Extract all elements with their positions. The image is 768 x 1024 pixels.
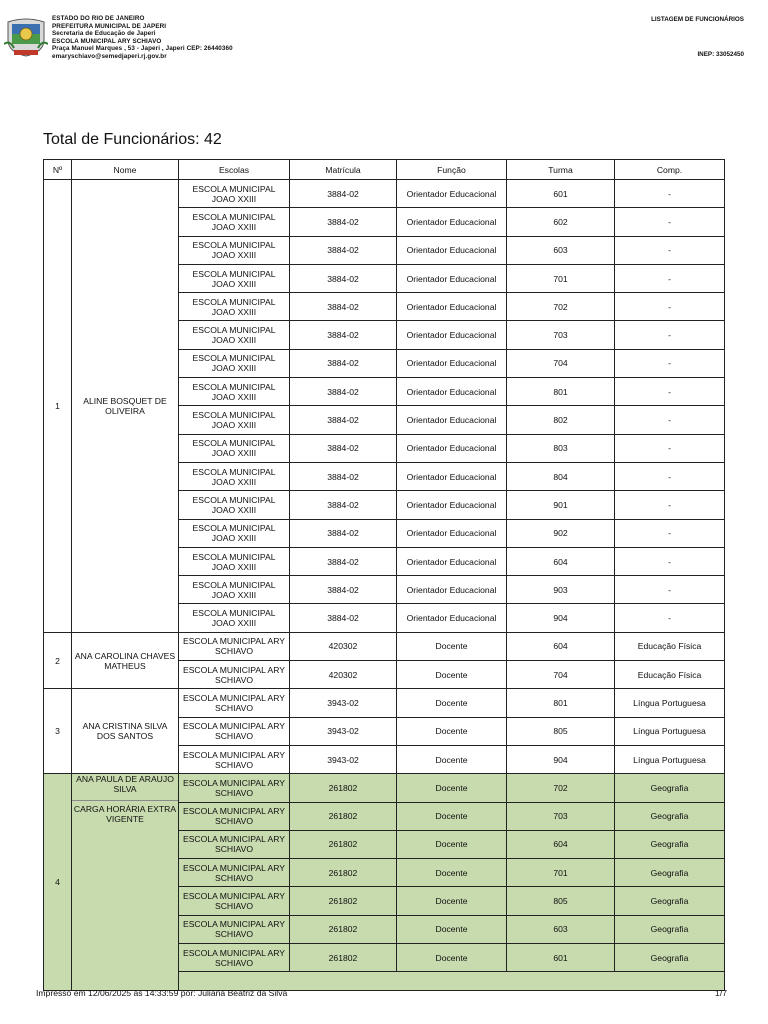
turma-cell: 904 bbox=[507, 604, 615, 632]
school-cell: ESCOLA MUNICIPAL ARY SCHIAVO bbox=[179, 717, 290, 745]
print-info: Impresso em 12/06/2025 às 14:33:59 por: Juliana Beatriz da Silva bbox=[36, 988, 288, 998]
funcao-cell: Orientador Educacional bbox=[397, 406, 507, 434]
table-row bbox=[44, 774, 725, 802]
comp-cell: - bbox=[615, 547, 725, 575]
turma-cell: 903 bbox=[507, 576, 615, 604]
report-title: LISTAGEM DE FUNCIONÁRIOS bbox=[651, 16, 744, 23]
header-line: ESTADO DO RIO DE JANEIRO bbox=[52, 15, 145, 22]
turma-cell: 902 bbox=[507, 519, 615, 547]
funcao-cell: Orientador Educacional bbox=[397, 576, 507, 604]
turma-cell: 601 bbox=[507, 180, 615, 208]
funcao-cell: Docente bbox=[397, 774, 507, 802]
table-row bbox=[44, 689, 725, 717]
turma-cell: 804 bbox=[507, 462, 615, 490]
funcao-cell: Docente bbox=[397, 717, 507, 745]
turma-cell: 801 bbox=[507, 689, 615, 717]
inep-code: INEP: 33052450 bbox=[697, 51, 744, 58]
comp-cell: - bbox=[615, 293, 725, 321]
comp-cell: Geografia bbox=[615, 802, 725, 830]
header-line: ESCOLA MUNICIPAL ARY SCHIAVO bbox=[52, 37, 162, 45]
employee-name-note: CARGA HORÁRIA EXTRA VIGENTE bbox=[72, 800, 178, 824]
matricula-cell: 261802 bbox=[290, 859, 397, 887]
header-line: Secretaria de Educação de Japeri bbox=[52, 30, 156, 38]
school-cell: ESCOLA MUNICIPAL JOAO XXIII bbox=[179, 264, 290, 292]
matricula-cell: 3884-02 bbox=[290, 349, 397, 377]
comp-cell: Língua Portuguesa bbox=[615, 745, 725, 773]
funcao-cell: Orientador Educacional bbox=[397, 462, 507, 490]
turma-cell: 803 bbox=[507, 434, 615, 462]
turma-cell: 703 bbox=[507, 321, 615, 349]
comp-cell: - bbox=[615, 406, 725, 434]
turma-cell: 604 bbox=[507, 830, 615, 858]
turma-cell: 702 bbox=[507, 293, 615, 321]
page-header bbox=[0, 0, 768, 70]
turma-cell: 805 bbox=[507, 887, 615, 915]
funcao-cell: Docente bbox=[397, 887, 507, 915]
comp-cell: - bbox=[615, 604, 725, 632]
turma-cell: 702 bbox=[507, 774, 615, 802]
matricula-cell: 3884-02 bbox=[290, 208, 397, 236]
school-cell: ESCOLA MUNICIPAL ARY SCHIAVO bbox=[179, 830, 290, 858]
employee-name-text: ANA CAROLINA CHAVES MATHEUS bbox=[74, 650, 176, 671]
employee-name bbox=[72, 632, 179, 689]
turma-cell: 703 bbox=[507, 802, 615, 830]
matricula-cell: 261802 bbox=[290, 774, 397, 802]
header-line: PREFEITURA MUNICIPAL DE JAPERI bbox=[52, 22, 167, 30]
matricula-cell: 420302 bbox=[290, 632, 397, 660]
school-cell: ESCOLA MUNICIPAL JOAO XXIII bbox=[179, 293, 290, 321]
school-cell: ESCOLA MUNICIPAL ARY SCHIAVO bbox=[179, 944, 290, 972]
comp-cell: Geografia bbox=[615, 887, 725, 915]
matricula-cell: 3943-02 bbox=[290, 717, 397, 745]
col-turma-header: Turma bbox=[507, 160, 615, 180]
comp-cell: Geografia bbox=[615, 859, 725, 887]
employee-name bbox=[72, 774, 179, 991]
employee-name-text: ANA CRISTINA SILVA DOS SANTOS bbox=[82, 721, 168, 742]
funcao-cell: Orientador Educacional bbox=[397, 321, 507, 349]
comp-cell: - bbox=[615, 462, 725, 490]
matricula-cell: 261802 bbox=[290, 830, 397, 858]
matricula-cell: 3884-02 bbox=[290, 434, 397, 462]
comp-cell: Língua Portuguesa bbox=[615, 717, 725, 745]
col-num-header: Nº bbox=[44, 160, 72, 180]
funcao-cell: Docente bbox=[397, 944, 507, 972]
matricula-cell: 3884-02 bbox=[290, 236, 397, 264]
comp-cell: - bbox=[615, 321, 725, 349]
comp-cell: - bbox=[615, 519, 725, 547]
employee-name bbox=[72, 689, 179, 774]
school-cell: ESCOLA MUNICIPAL JOAO XXIII bbox=[179, 519, 290, 547]
comp-cell: - bbox=[615, 576, 725, 604]
turma-cell: 802 bbox=[507, 406, 615, 434]
col-name-header: Nome bbox=[72, 160, 179, 180]
table-header-row bbox=[44, 160, 725, 180]
employee-name bbox=[72, 180, 179, 633]
header-line: Praça Manuel Marques , 53 - Japeri , Japeri CEP: 26440360 bbox=[52, 45, 233, 53]
matricula-cell: 3884-02 bbox=[290, 264, 397, 292]
funcao-cell: Docente bbox=[397, 745, 507, 773]
turma-cell: 701 bbox=[507, 264, 615, 292]
table-row bbox=[44, 180, 725, 208]
school-cell: ESCOLA MUNICIPAL ARY SCHIAVO bbox=[179, 632, 290, 660]
comp-cell: Educação Física bbox=[615, 632, 725, 660]
school-cell: ESCOLA MUNICIPAL JOAO XXIII bbox=[179, 604, 290, 632]
funcao-cell: Orientador Educacional bbox=[397, 349, 507, 377]
funcao-cell: Docente bbox=[397, 661, 507, 689]
funcao-cell: Orientador Educacional bbox=[397, 293, 507, 321]
comp-cell: Geografia bbox=[615, 944, 725, 972]
comp-cell: - bbox=[615, 434, 725, 462]
school-cell: ESCOLA MUNICIPAL JOAO XXIII bbox=[179, 236, 290, 264]
school-cell: ESCOLA MUNICIPAL ARY SCHIAVO bbox=[179, 774, 290, 802]
turma-cell: 801 bbox=[507, 378, 615, 406]
matricula-cell: 3884-02 bbox=[290, 519, 397, 547]
comp-cell: - bbox=[615, 349, 725, 377]
col-school-header: Escolas bbox=[179, 160, 290, 180]
matricula-cell: 261802 bbox=[290, 944, 397, 972]
crest-icon bbox=[4, 14, 48, 58]
school-cell: ESCOLA MUNICIPAL JOAO XXIII bbox=[179, 491, 290, 519]
comp-cell: - bbox=[615, 264, 725, 292]
page-number: 1/7 bbox=[715, 988, 727, 998]
turma-cell: 904 bbox=[507, 745, 615, 773]
matricula-cell: 3884-02 bbox=[290, 462, 397, 490]
turma-cell: 701 bbox=[507, 859, 615, 887]
matricula-cell: 3884-02 bbox=[290, 406, 397, 434]
funcao-cell: Docente bbox=[397, 802, 507, 830]
school-cell: ESCOLA MUNICIPAL JOAO XXIII bbox=[179, 180, 290, 208]
matricula-cell: 3884-02 bbox=[290, 576, 397, 604]
matricula-cell: 261802 bbox=[290, 915, 397, 943]
turma-cell: 704 bbox=[507, 661, 615, 689]
school-cell: ESCOLA MUNICIPAL ARY SCHIAVO bbox=[179, 802, 290, 830]
funcao-cell: Orientador Educacional bbox=[397, 491, 507, 519]
matricula-cell: 3943-02 bbox=[290, 689, 397, 717]
turma-cell: 604 bbox=[507, 547, 615, 575]
school-cell: ESCOLA MUNICIPAL ARY SCHIAVO bbox=[179, 915, 290, 943]
col-funcao-header: Função bbox=[397, 160, 507, 180]
school-cell: ESCOLA MUNICIPAL ARY SCHIAVO bbox=[179, 689, 290, 717]
matricula-cell: 3884-02 bbox=[290, 293, 397, 321]
matricula-cell: 3884-02 bbox=[290, 491, 397, 519]
employee-name-text: ALINE BOSQUET DE OLIVEIRA bbox=[83, 395, 167, 416]
matricula-cell: 3884-02 bbox=[290, 378, 397, 406]
comp-cell: Educação Física bbox=[615, 661, 725, 689]
comp-cell: Geografia bbox=[615, 774, 725, 802]
school-cell: ESCOLA MUNICIPAL ARY SCHIAVO bbox=[179, 859, 290, 887]
funcao-cell: Docente bbox=[397, 689, 507, 717]
matricula-cell: 261802 bbox=[290, 802, 397, 830]
employee-number: 3 bbox=[44, 689, 72, 774]
funcao-cell: Orientador Educacional bbox=[397, 264, 507, 292]
funcao-cell: Docente bbox=[397, 632, 507, 660]
school-cell: ESCOLA MUNICIPAL JOAO XXIII bbox=[179, 547, 290, 575]
turma-cell: 603 bbox=[507, 915, 615, 943]
comp-cell: - bbox=[615, 180, 725, 208]
comp-cell: - bbox=[615, 378, 725, 406]
matricula-cell: 3884-02 bbox=[290, 604, 397, 632]
turma-cell: 604 bbox=[507, 632, 615, 660]
turma-cell: 602 bbox=[507, 208, 615, 236]
funcao-cell: Docente bbox=[397, 859, 507, 887]
employee-number: 4 bbox=[44, 774, 72, 991]
school-cell: ESCOLA MUNICIPAL JOAO XXIII bbox=[179, 349, 290, 377]
comp-cell: Geografia bbox=[615, 830, 725, 858]
school-cell: ESCOLA MUNICIPAL JOAO XXIII bbox=[179, 434, 290, 462]
funcao-cell: Orientador Educacional bbox=[397, 180, 507, 208]
funcao-cell: Orientador Educacional bbox=[397, 547, 507, 575]
employee-table bbox=[43, 159, 725, 991]
comp-cell: - bbox=[615, 491, 725, 519]
school-cell: ESCOLA MUNICIPAL JOAO XXIII bbox=[179, 576, 290, 604]
school-cell: ESCOLA MUNICIPAL JOAO XXIII bbox=[179, 406, 290, 434]
matricula-cell: 3884-02 bbox=[290, 547, 397, 575]
employee-number: 1 bbox=[44, 180, 72, 633]
employee-number: 2 bbox=[44, 632, 72, 689]
turma-cell: 601 bbox=[507, 944, 615, 972]
comp-cell: - bbox=[615, 208, 725, 236]
school-cell: ESCOLA MUNICIPAL ARY SCHIAVO bbox=[179, 661, 290, 689]
funcao-cell: Orientador Educacional bbox=[397, 378, 507, 406]
comp-cell: - bbox=[615, 236, 725, 264]
employee-name-text: ANA PAULA DE ARAUJO SILVA bbox=[76, 774, 174, 795]
table-body bbox=[44, 180, 725, 991]
funcao-cell: Orientador Educacional bbox=[397, 604, 507, 632]
table-row bbox=[44, 632, 725, 660]
funcao-cell: Docente bbox=[397, 830, 507, 858]
school-cell: ESCOLA MUNICIPAL JOAO XXIII bbox=[179, 208, 290, 236]
school-cell: ESCOLA MUNICIPAL ARY SCHIAVO bbox=[179, 745, 290, 773]
turma-cell: 704 bbox=[507, 349, 615, 377]
turma-cell: 901 bbox=[507, 491, 615, 519]
funcao-cell: Orientador Educacional bbox=[397, 519, 507, 547]
comp-cell: Língua Portuguesa bbox=[615, 689, 725, 717]
matricula-cell: 3884-02 bbox=[290, 321, 397, 349]
turma-cell: 603 bbox=[507, 236, 615, 264]
matricula-cell: 420302 bbox=[290, 661, 397, 689]
matricula-cell: 3943-02 bbox=[290, 745, 397, 773]
school-cell: ESCOLA MUNICIPAL ARY SCHIAVO bbox=[179, 887, 290, 915]
comp-cell: Geografia bbox=[615, 915, 725, 943]
col-comp-header: Comp. bbox=[615, 160, 725, 180]
school-cell: ESCOLA MUNICIPAL JOAO XXIII bbox=[179, 462, 290, 490]
school-cell: ESCOLA MUNICIPAL JOAO XXIII bbox=[179, 321, 290, 349]
funcao-cell: Orientador Educacional bbox=[397, 434, 507, 462]
funcao-cell: Orientador Educacional bbox=[397, 208, 507, 236]
school-cell: ESCOLA MUNICIPAL JOAO XXIII bbox=[179, 378, 290, 406]
col-matricula-header: Matrícula bbox=[290, 160, 397, 180]
header-line: emaryschiavo@semedjaperi.rj.gov.br bbox=[52, 52, 167, 60]
turma-cell: 805 bbox=[507, 717, 615, 745]
matricula-cell: 3884-02 bbox=[290, 180, 397, 208]
matricula-cell: 261802 bbox=[290, 887, 397, 915]
institution-info bbox=[52, 15, 233, 61]
funcao-cell: Docente bbox=[397, 915, 507, 943]
funcao-cell: Orientador Educacional bbox=[397, 236, 507, 264]
total-employees: Total de Funcionários: 42 bbox=[43, 131, 222, 148]
